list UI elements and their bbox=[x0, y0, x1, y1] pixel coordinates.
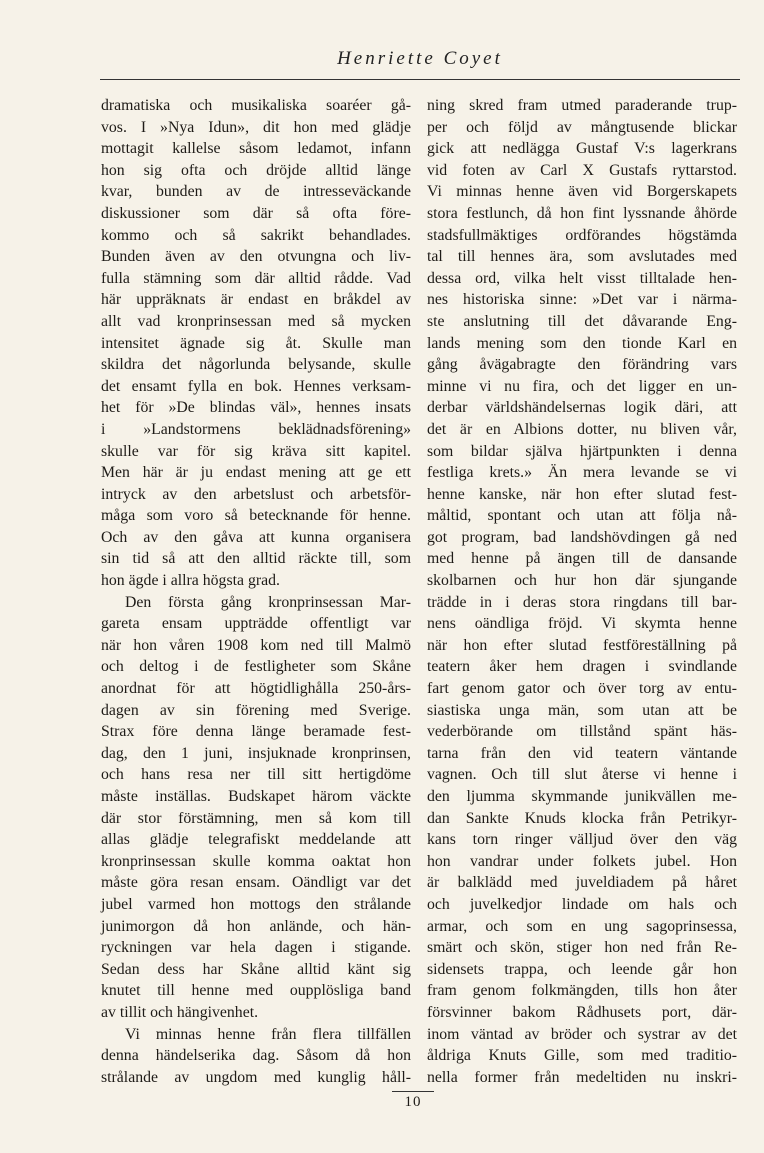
text-line: och deltog i de festligheter som Skåne bbox=[101, 658, 411, 676]
text-line: tal till hennes ära, som avslutades med bbox=[427, 248, 737, 266]
text-line: got program, bad landshövdingen gå ned bbox=[427, 528, 737, 546]
text-line: Den första gång kronprinsessan Mar- bbox=[125, 593, 411, 611]
text-line: och juvelkedjor lindade om hals och bbox=[427, 895, 737, 913]
text-line: och hans resa ner till sitt hertigdöme bbox=[101, 766, 411, 784]
text-line: dagen av sin förening med Sverige. bbox=[101, 701, 411, 719]
text-line: intryck av den arbetslust och arbetsför- bbox=[101, 485, 411, 503]
page-number: 10 bbox=[404, 1094, 422, 1110]
text-line: teatern åker hem dragen i svindlande bbox=[427, 658, 737, 676]
text-line: här uppräknats är endast en bråkdel av bbox=[101, 291, 411, 309]
text-line: siastiska unga män, som utan att be bbox=[427, 701, 737, 719]
text-line: sidensets trappa, och leende går hon bbox=[427, 960, 737, 978]
header-rule bbox=[100, 79, 740, 80]
text-line: skildra det någorlunda belysande, skulle bbox=[101, 356, 411, 374]
text-line: nella former från medeltiden nu inskri- bbox=[427, 1068, 737, 1086]
text-line: knutet till henne med oupplösliga band bbox=[101, 982, 411, 1000]
text-line: vos. I »Nya Idun», dit hon med glädje bbox=[101, 118, 411, 136]
text-line: vagnen. Och till slut återse vi henne i bbox=[427, 766, 737, 784]
text-line: den ljumma skymmande junikvällen me- bbox=[427, 788, 737, 805]
text-line: i »Landstormens beklädnadsförening» bbox=[101, 420, 411, 438]
text-line: gick att nedlägga Gustaf V:s lagerkrans bbox=[427, 140, 737, 158]
text-line: med henne på ängen till de dansande bbox=[427, 550, 737, 568]
text-line: Men här är ju endast mening att ge ett bbox=[101, 464, 411, 482]
text-line: stora festlunch, då hon fint lyssnande åhörde bbox=[427, 204, 737, 222]
text-line: gång åvägabragte den förändring vars bbox=[427, 356, 737, 374]
right-column bbox=[427, 95, 737, 1088]
text-line: denna händelserika dag. Såsom då hon bbox=[101, 1047, 411, 1065]
text-line: Strax före denna länge beramade fest- bbox=[101, 723, 411, 741]
text-line: när hon efter slutad festföreställning på bbox=[427, 636, 737, 654]
text-line: tarna från den vid teatern väntande bbox=[427, 744, 737, 762]
text-line: hon sig ofta och dröjde alltid länge bbox=[101, 161, 411, 179]
running-head: Henriette Coyet bbox=[337, 48, 503, 69]
text-line: Vi minnas henne från flera tillfällen bbox=[125, 1025, 411, 1043]
text-line: strålande av ungdom med kunglig håll- bbox=[101, 1068, 411, 1086]
text-line: vederbörande om tillstånd spänt häs- bbox=[427, 723, 737, 741]
text-line: allas glädje telegrafiskt meddelande att bbox=[101, 831, 411, 849]
text-line: kvar, bunden av de intresseväckande bbox=[101, 183, 411, 201]
text-line: dramatiska och musikaliska soaréer gå- bbox=[101, 97, 411, 114]
text-line: Sedan dess har Skåne alltid känt sig bbox=[101, 960, 411, 978]
text-line: vid foten av Carl X Gustafs ryttarstod. bbox=[427, 161, 737, 179]
text-line: inom väntad av bröder och systrar av det bbox=[427, 1025, 737, 1043]
text-line: armar, och som en ung sagoprinsessa, bbox=[427, 917, 737, 935]
text-line: Bunden även av den otvungna och liv- bbox=[101, 248, 411, 266]
text-line: måste göra resan ensam. Oändligt var det bbox=[101, 874, 411, 892]
text-line: dessa ord, vilka helt visst tilltalade hen- bbox=[427, 269, 737, 287]
text-line: smärt och skön, stiger hon ned från Re- bbox=[427, 939, 737, 957]
text-line: derbar världshändelsernas logik däri, att bbox=[427, 399, 737, 417]
text-line: ryckningen var hela dagen i stigande. bbox=[101, 939, 411, 957]
text-line: fart genom gator och över torg av entu- bbox=[427, 680, 737, 698]
text-line: fram genom folkmängden, tills hon åter bbox=[427, 982, 737, 1000]
text-line: gareta ensam uppträdde offentligt var bbox=[101, 615, 411, 633]
text-line: hon ägde i allra högsta grad. bbox=[101, 572, 280, 590]
text-line: där stor förstämning, men så kom till bbox=[101, 809, 411, 827]
text-line: det är en Albions dotter, nu bliven vår, bbox=[427, 420, 737, 438]
text-line: kommo och så sakrikt behandlades. bbox=[101, 226, 411, 244]
text-line: lands mening som den tionde Karl en bbox=[427, 334, 737, 352]
text-line: det ensamt fylla en bok. Hennes verksam- bbox=[101, 377, 411, 395]
text-line: ning skred fram utmed paraderande trup- bbox=[427, 97, 737, 114]
text-line: måltid, spontant och utan att följa nå- bbox=[427, 507, 737, 525]
text-line: hon vandrar under folkets jubel. Hon bbox=[427, 852, 737, 870]
left-column bbox=[101, 95, 411, 1088]
text-line: minne vi nu fira, och det ligger en un- bbox=[427, 377, 737, 395]
text-line: mottagit kallelse såsom ledamot, infann bbox=[101, 140, 411, 158]
text-line: jubel varmed hon mottogs den strålande bbox=[101, 895, 411, 913]
text-line: åldriga Knuts Gille, som med traditio- bbox=[427, 1047, 737, 1065]
text-line: anordnat för att högtidlighålla 250-års- bbox=[101, 680, 411, 698]
text-line: skolbarnen och hur hon där sjungande bbox=[427, 572, 737, 590]
text-line: stadsfullmäktiges ordförandes högstämda bbox=[427, 226, 737, 244]
text-line: trädde in i deras stora ringdans till bar- bbox=[427, 593, 737, 611]
text-line: kans torn ringer välljud över den väg bbox=[427, 831, 737, 849]
text-line: Och av den gåva att kunna organisera bbox=[101, 528, 411, 546]
text-line: av tillit och hängivenhet. bbox=[101, 1003, 259, 1021]
text-line: dag, den 1 juni, insjuknade kronprinsen, bbox=[101, 744, 411, 762]
text-line: het för »De blindas väl», hennes insats bbox=[101, 399, 411, 417]
text-line: junimorgon då hon anlände, och hän- bbox=[101, 917, 411, 935]
text-line: diskussioner som där så ofta före- bbox=[101, 204, 411, 222]
text-line: nens oändliga fröjd. Vi skymta henne bbox=[427, 615, 737, 633]
text-line: intensitet ägnade sig åt. Skulle man bbox=[101, 334, 411, 352]
text-line: är balklädd med juveldiadem på håret bbox=[427, 874, 737, 892]
text-line: nes historiska sinne: »Det var i närma- bbox=[427, 291, 737, 309]
text-line: per och följd av mångtusende blickar bbox=[427, 118, 737, 136]
footer-rule bbox=[392, 1091, 434, 1092]
text-line: försvinner bakom Rådhusets port, där- bbox=[427, 1003, 737, 1021]
text-line: dan Sankte Knuds klocka från Petrikyr- bbox=[427, 809, 737, 827]
text-line: som bildar själva hjärtpunkten i denna bbox=[427, 442, 737, 460]
text-line: måste inställas. Budskapet härom väckte bbox=[101, 788, 411, 805]
text-line: måga som voro så betecknande för henne. bbox=[101, 507, 411, 525]
text-line: sin tid så att den alltid räckte till, som bbox=[101, 550, 411, 568]
text-line: fulla stämning som där alltid rådde. Vad bbox=[101, 269, 411, 287]
text-line: allt vad kronprinsessan med så mycken bbox=[101, 312, 411, 330]
text-line: kronprinsessan skulle komma oaktat hon bbox=[101, 852, 411, 870]
text-line: skulle var för sig kräva sitt kapitel. bbox=[101, 442, 411, 460]
text-line: Vi minnas henne även vid Borgerskapets bbox=[427, 183, 737, 201]
text-line: festliga krets.» Än mera levande se vi bbox=[427, 464, 737, 482]
text-line: ste anslutning till det dåvarande Eng- bbox=[427, 312, 737, 330]
text-line: henne kanske, när hon efter slutad fest- bbox=[427, 485, 737, 503]
text-line: när hon våren 1908 kom ned till Malmö bbox=[101, 636, 411, 654]
